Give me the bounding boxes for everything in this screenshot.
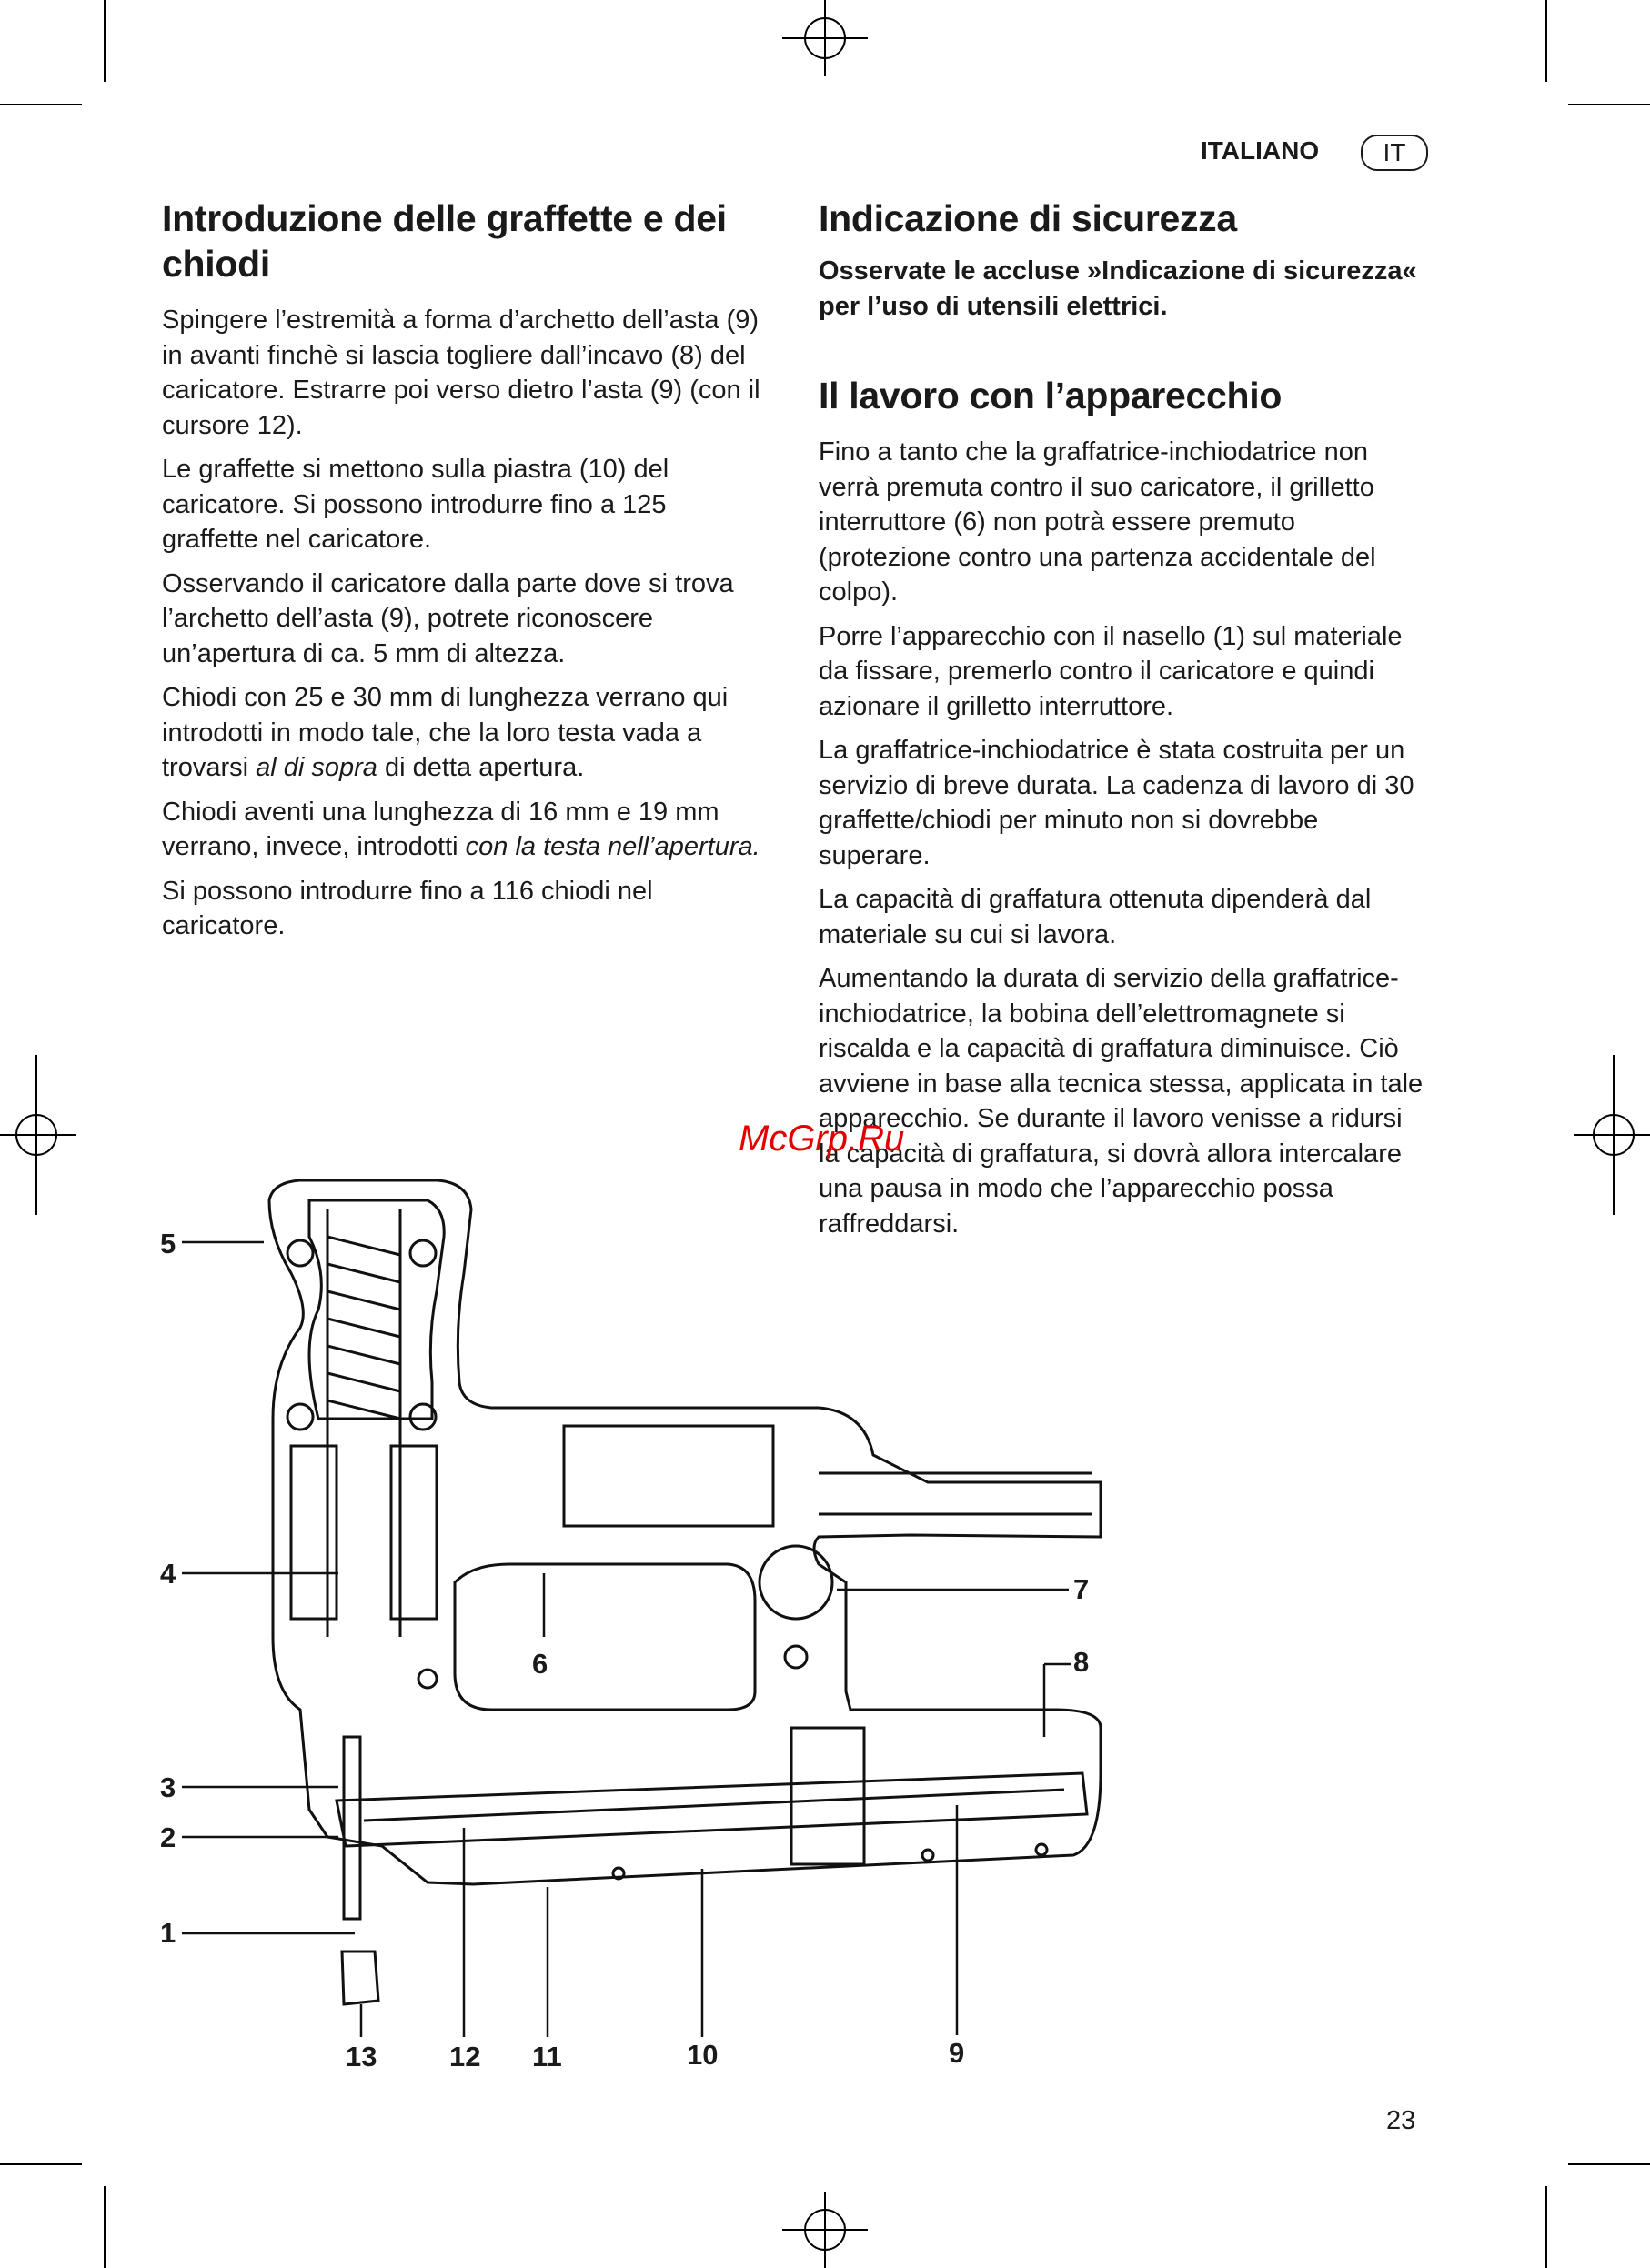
figure-label-13: 13 <box>346 2041 377 2072</box>
text-span: Chiodi aventi una lunghezza di 16 mm e 19 mm verrano, invece, introdotti <box>162 797 719 861</box>
figure-label-5: 5 <box>160 1228 176 1259</box>
figure-label-3: 3 <box>160 1771 176 1803</box>
figure-label-11: 11 <box>532 2041 562 2072</box>
trigger-window <box>455 1564 755 1710</box>
switch-board <box>564 1426 773 1526</box>
registration-target-left <box>0 1055 76 1215</box>
figure-label-6: 6 <box>532 1648 548 1680</box>
figure-label-2: 2 <box>160 1821 176 1853</box>
paragraph: Si possono introdurre fino a 116 chiodi nel caricatore. <box>162 876 653 940</box>
cable-grommet <box>760 1546 832 1619</box>
paragraph: Porre l’apparecchio con il nasello (1) sul materiale da fissare, premerlo contro il caricatore e quindi azionare il grilletto interruttore. <box>819 621 1403 721</box>
figure-label-12: 12 <box>449 2041 481 2072</box>
screw <box>287 1404 313 1430</box>
section-title-loading: Introduzione delle graffette e dei chiodi <box>162 197 727 285</box>
paragraph: La capacità di graffatura ottenuta dipenderà dal materiale su cui si lavora. <box>819 885 1372 949</box>
safety-lead: Osservate le accluse »Indicazione di sicurezza« per l’uso di utensili elettrici. <box>819 256 1417 321</box>
section-title-work: Il lavoro con l’apparecchio <box>819 375 1283 416</box>
text-span: di detta apertura. <box>377 753 585 782</box>
paragraph: Aumentando la durata di servizio della graffatrice-inchiodatrice, la bobina dell’elettromagnete si riscalda e la capacità di graffatura diminuisce. Ciò avviene in base alla tecnica stessa, applicata in tale apparecchio. Se durante il lavoro venisse a ridursi la capacità di graffatura, si dovrà allora intercalare una pausa in modo che l’apparecchio possa raffreddarsi. <box>819 964 1424 1239</box>
paragraph: Spingere l’estremità a forma d’archetto dell’asta (9) in avanti finchè si lascia togliere dall’incavo (8) del caricatore. Estrarre poi verso dietro l’asta (9) (con il cursore 12). <box>162 306 760 440</box>
magazine <box>337 1773 1087 1846</box>
watermark: McGrp.Ru <box>739 1119 905 1159</box>
emphasis: con la testa nell’apertura. <box>465 832 760 861</box>
paragraph: Osservando il caricatore dalla parte dove si trova l’archetto dell’asta (9), potrete riconoscere un’apertura di ca. 5 mm di altezza. <box>162 568 734 668</box>
figure-label-1: 1 <box>160 1917 176 1949</box>
leader-lines <box>182 1242 1071 2037</box>
language-label: ITALIANO <box>1201 136 1320 165</box>
left-column <box>162 196 762 953</box>
pusher-rod <box>364 1790 1064 1821</box>
page-number: 23 <box>1386 2106 1416 2135</box>
screw <box>418 1670 437 1688</box>
language-badge: IT <box>1361 135 1428 171</box>
stapler-diagram <box>269 1180 1101 2004</box>
paragraph: Le graffette si mettono sulla piastra (10) del caricatore. Si possono introdurre fino a 125 graffette nel caricatore. <box>162 455 669 554</box>
paragraph-nails-short <box>162 795 762 865</box>
guide-bracket <box>791 1728 864 1864</box>
leader-8 <box>1044 1664 1071 1737</box>
part-13-shape <box>342 1952 378 2004</box>
figure-label-4: 4 <box>160 1558 176 1590</box>
coil-left <box>291 1446 337 1619</box>
figure-label-7: 7 <box>1073 1573 1090 1605</box>
screw <box>410 1240 436 1266</box>
registration-target-bottom <box>782 2192 868 2268</box>
figure-label-8: 8 <box>1073 1646 1090 1678</box>
nose-piece <box>344 1737 360 1919</box>
registration-target-top <box>782 0 868 76</box>
text-span: Chiodi con 25 e 30 mm di lunghezza verrano qui introdotti in modo tale, che la loro testa vada a trovarsi <box>162 683 729 782</box>
screw <box>785 1646 807 1668</box>
housing-outline <box>269 1180 1101 1884</box>
paragraph: Fino a tanto che la graffatrice-inchiodatrice non verrà premuta contro il suo caricatore, il grilletto interruttore (6) non potrà essere premuto (protezione contro una partenza accidentale del colpo). <box>819 437 1376 607</box>
paragraph-nails-long <box>162 680 762 786</box>
paragraph: La graffatrice-inchiodatrice è stata costruita per un servizio di breve durata. La cadenza di lavoro di 30 graffette/chiodi per minuto non si dovrebbe superare. <box>819 736 1414 870</box>
section-title-safety: Indicazione di sicurezza <box>819 197 1237 239</box>
figure-label-9: 9 <box>949 2037 965 2069</box>
emphasis: al di sopra <box>256 753 377 782</box>
power-cable <box>819 1473 1092 1514</box>
screw <box>287 1240 313 1266</box>
right-column <box>819 196 1428 1250</box>
coil-right <box>391 1446 437 1619</box>
registration-target-right <box>1574 1055 1650 1215</box>
figure-label-10: 10 <box>687 2039 719 2071</box>
